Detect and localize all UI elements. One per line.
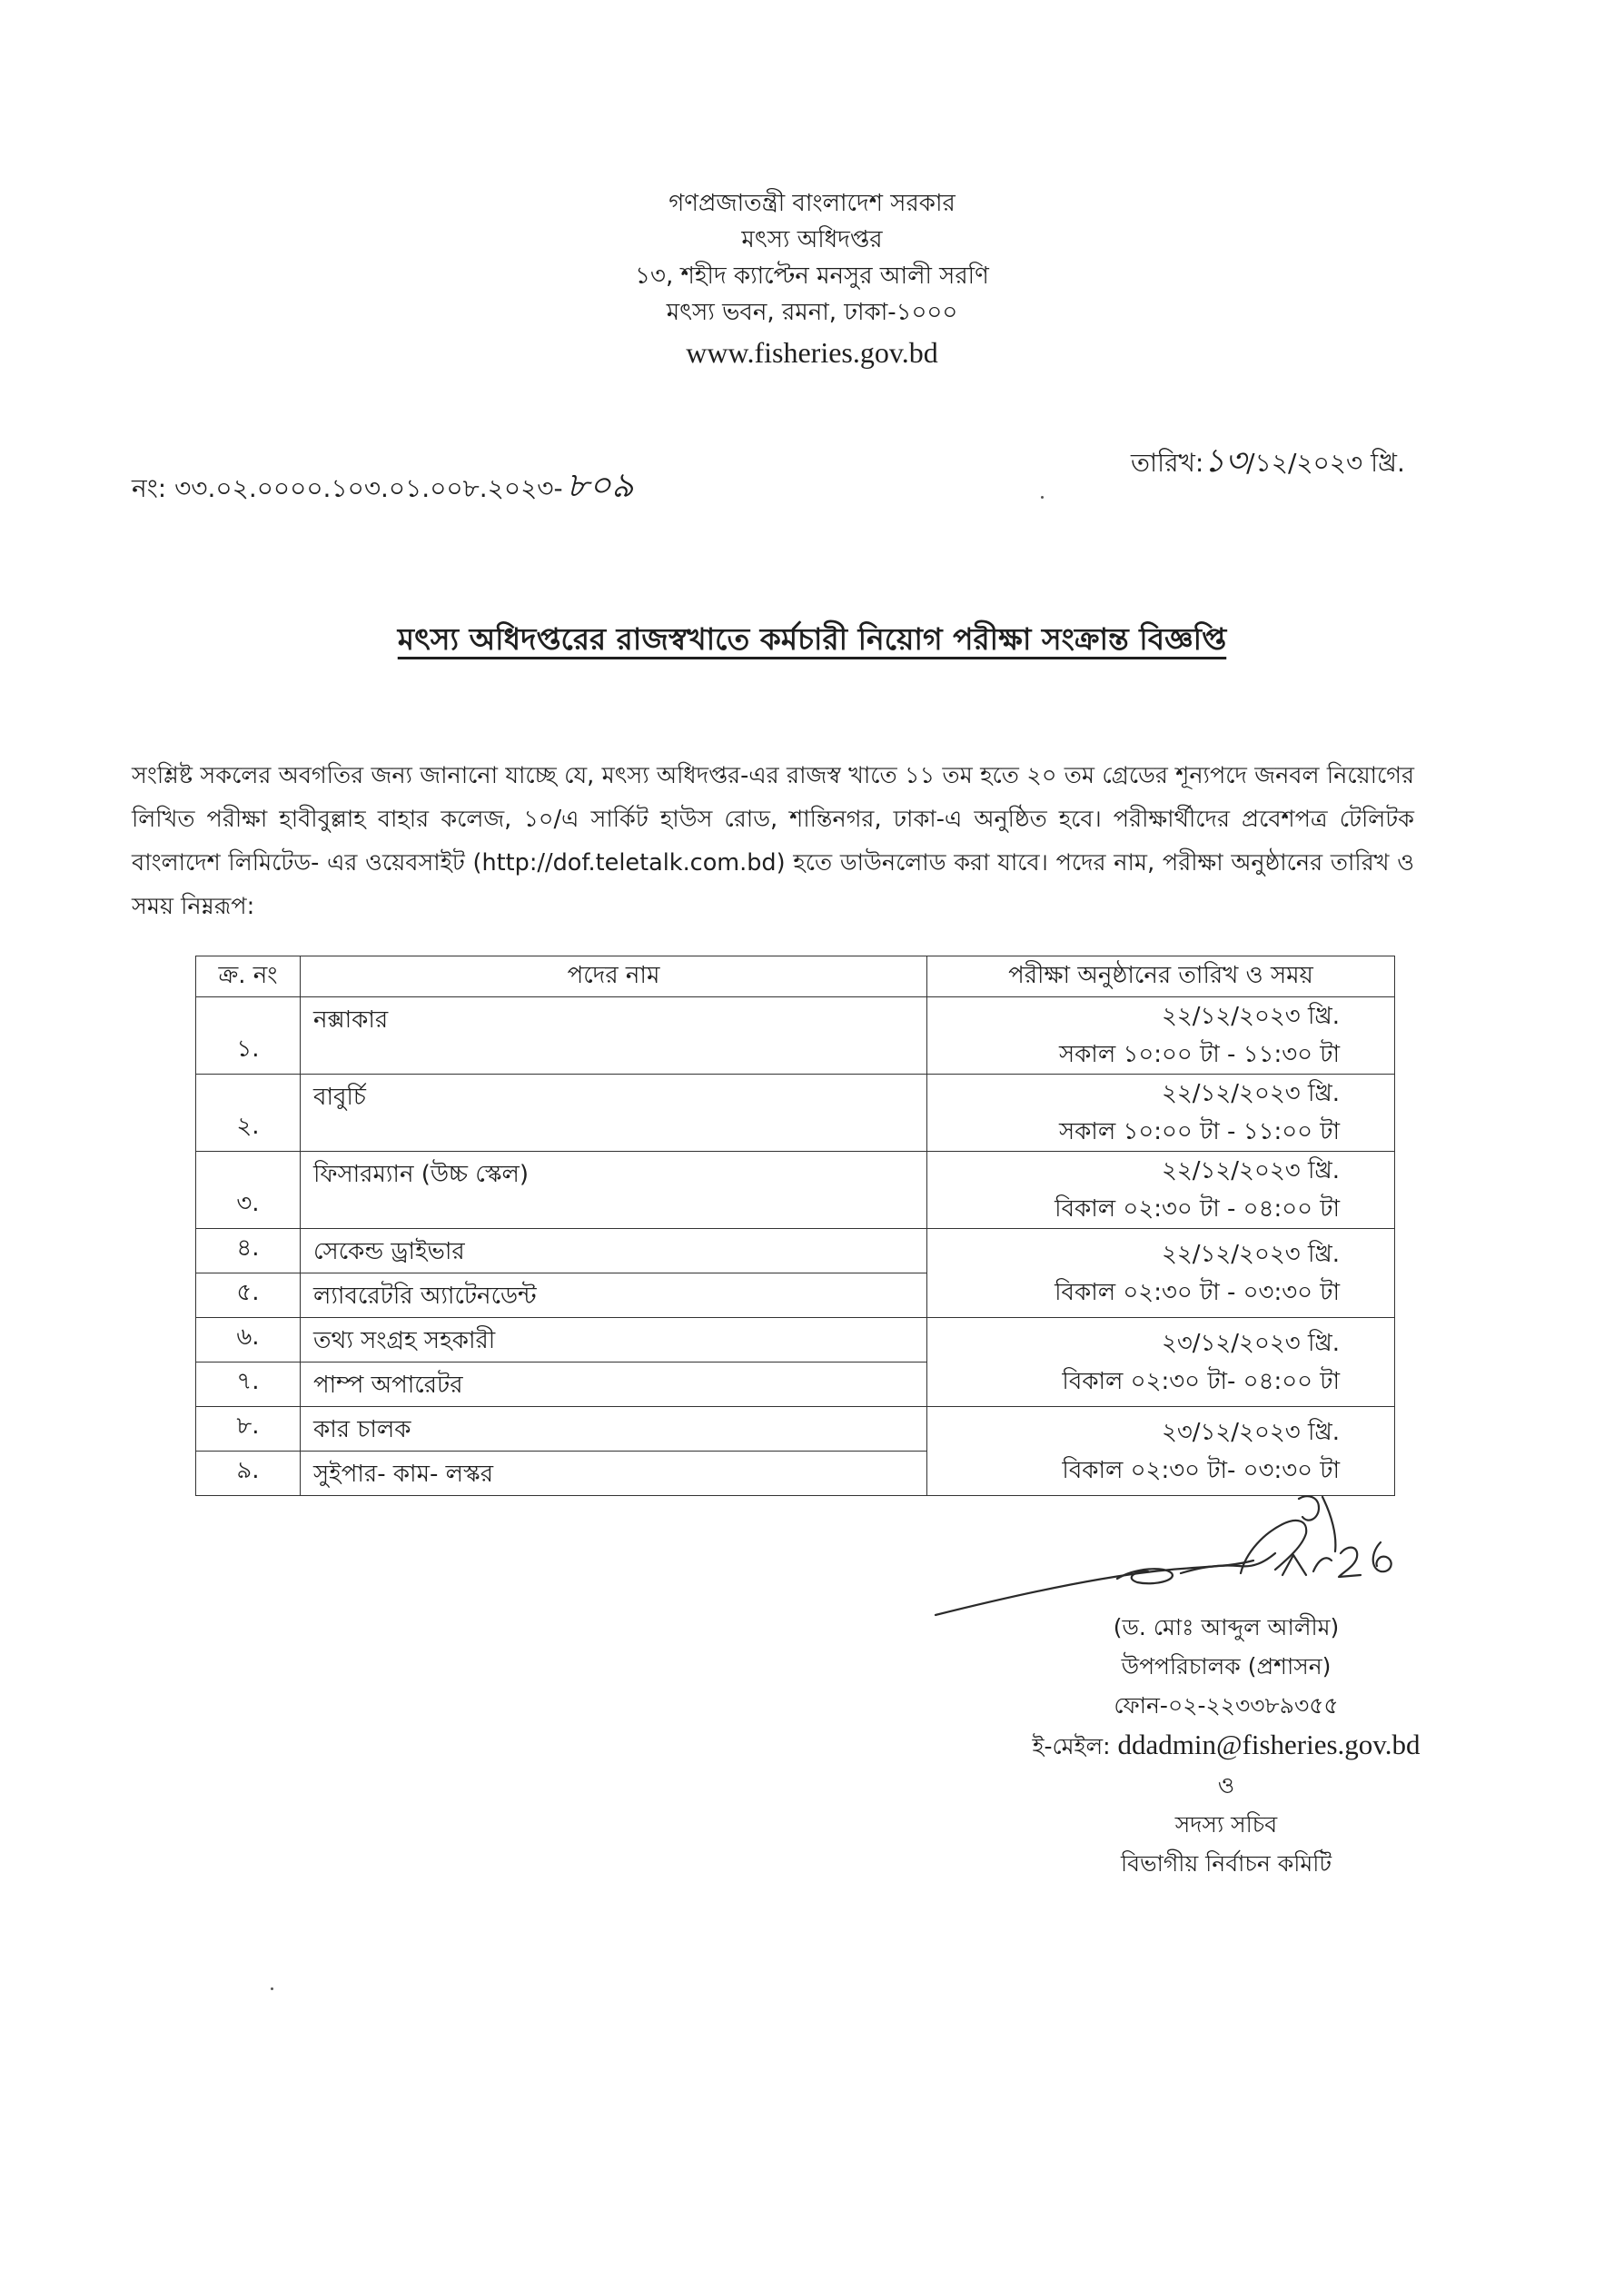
row-schedule (927, 1229, 1395, 1318)
schedule-time: বিকাল ০২:৩০ টা- ০৩:৩০ টা (1062, 1456, 1340, 1484)
date-rest: /১২/২০২৩ খ্রি. (1246, 448, 1405, 478)
row-serial: ৯. (196, 1452, 301, 1496)
signatory-committee: বিভাগীয় নির্বাচন কমিটি (1120, 1850, 1332, 1877)
address-line: ১৩, শহীদ ক্যাপ্টেন মনসুর আলী সরণি (635, 263, 989, 290)
signatory-email (1017, 1725, 1435, 1766)
email-link[interactable]: ddadmin@fisheries.gov.bd (1117, 1729, 1421, 1760)
row-serial: ৪. (196, 1229, 301, 1273)
header-post: পদের নাম (301, 956, 927, 997)
row-post: কার চালক (301, 1407, 927, 1452)
date-handwritten-day: ১৩ (1203, 442, 1247, 480)
table-row (196, 997, 1395, 1075)
govt-name: গণপ্রজাতন্ত্রী বাংলাদেশ সরকার (668, 190, 956, 217)
scan-speck (1041, 496, 1044, 499)
row-schedule (927, 1152, 1395, 1229)
schedule-date: ২৩/১২/২০২৩ খ্রি. (1161, 1418, 1340, 1446)
schedule-time: সকাল ১০:০০ টা - ১১:০০ টা (1058, 1118, 1340, 1145)
row-schedule (927, 1075, 1395, 1152)
table-row (196, 1318, 1395, 1362)
address-city: মৎস্য ভবন, রমনা, ঢাকা-১০০০ (666, 299, 958, 326)
row-schedule (927, 997, 1395, 1075)
row-post: সেকেন্ড ড্রাইভার (301, 1229, 927, 1273)
notice-title (0, 616, 1624, 667)
row-post: পাম্প অপারেটর (301, 1362, 927, 1407)
signature-mark (926, 1488, 1417, 1624)
table-row (196, 1229, 1395, 1273)
signatory-block (1017, 1608, 1435, 1883)
signatory-role: সদস্য সচিব (1174, 1811, 1278, 1838)
signatory-conjunction: ও (1217, 1772, 1235, 1798)
scan-speck (271, 1987, 273, 1990)
row-serial: ৬. (196, 1318, 301, 1362)
memo-number (132, 459, 634, 517)
signatory-name: (ড. মোঃ আব্দুল আলীম) (1113, 1614, 1340, 1640)
schedule-time: বিকাল ০২:৩০ টা - ০৪:০০ টা (1055, 1195, 1340, 1223)
department-name: মৎস্য অধিদপ্তর (741, 226, 883, 253)
schedule-date: ২২/১২/২০২৩ খ্রি. (1161, 1157, 1340, 1184)
row-post: ল্যাবরেটরি অ্যাটেনডেন্ট (301, 1273, 927, 1318)
row-post: বাবুর্চি (301, 1075, 927, 1152)
table-row (196, 1152, 1395, 1229)
notice-body: সংশ্লিষ্ট সকলের অবগতির জন্য জানানো যাচ্ছে যে, মৎস্য অধিদপ্তর-এর রাজস্ব খাতে ১১ তম হতে ২০ তম গ্রেডের শূন্যপদে জনবল নিয়োগের লিখিত পরীক্ষা হাবীবুল্লাহ বাহার কলেজ, ১০/এ সার্কিট হাউস রোড, শান্তিনগর, ঢাকা-এ অনুষ্ঠিত হবে। পরীক্ষার্থীদের প্রবেশপত্র টেলিটক বাংলাদেশ লিমিটেড- এর ওয়েবসাইট (http://dof.teletalk.com.bd) হতে ডাউনলোড করা যাবে। পদের নাম, পরীক্ষা অনুষ্ঠানের তারিখ ও সময় নিম্নরূপ: (132, 762, 1414, 920)
row-post: সুইপার- কাম- লস্কর (301, 1452, 927, 1496)
table-row (196, 1075, 1395, 1152)
notice-title-text: মৎস্য অধিদপ্তরের রাজস্বখাতে কর্মচারী নিয়োগ পরীক্ষা সংক্রান্ত বিজ্ঞপ্তি (397, 621, 1227, 657)
header-serial: ক্র. নং (196, 956, 301, 997)
row-schedule (927, 1407, 1395, 1496)
exam-schedule-table (195, 956, 1395, 1496)
website-link[interactable]: www.fisheries.gov.bd (686, 336, 938, 369)
row-post: তথ্য সংগ্রহ সহকারী (301, 1318, 927, 1362)
letterhead (0, 185, 1624, 374)
row-serial: ৩. (196, 1152, 301, 1229)
row-serial: ৭. (196, 1362, 301, 1407)
memo-handwritten-number: ৮০৯ (566, 465, 634, 505)
schedule-time: বিকাল ০২:৩০ টা - ০৩:৩০ টা (1055, 1278, 1340, 1306)
row-serial: ৫. (196, 1273, 301, 1318)
schedule-time: সকাল ১০:০০ টা - ১১:৩০ টা (1058, 1041, 1340, 1068)
schedule-time: বিকাল ০২:৩০ টা- ০৪:০০ টা (1062, 1367, 1340, 1395)
row-serial: ৮. (196, 1407, 301, 1452)
schedule-date: ২২/১২/২০২৩ খ্রি. (1161, 1003, 1340, 1030)
date-label: তারিখ: (1131, 448, 1204, 478)
schedule-date: ২২/১২/২০২৩ খ্রি. (1161, 1080, 1340, 1107)
table-row (196, 1407, 1395, 1452)
email-label: ই-মেইল: (1032, 1733, 1111, 1759)
signatory-phone: ফোন-০২-২২৩৩৮৯৩৫৫ (1114, 1692, 1339, 1719)
row-serial: ২. (196, 1075, 301, 1152)
schedule-date: ২৩/১২/২০২৩ খ্রি. (1161, 1329, 1340, 1357)
row-post: নক্সাকার (301, 997, 927, 1075)
row-schedule (927, 1318, 1395, 1407)
issue-date (1131, 436, 1405, 490)
row-post: ফিসারম্যান (উচ্চ স্কেল) (301, 1152, 927, 1229)
memo-prefix: নং: ৩৩.০২.০০০০.১০৩.০১.০০৮.২০২৩- (132, 473, 563, 503)
header-schedule: পরীক্ষা অনুষ্ঠানের তারিখ ও সময় (927, 956, 1395, 997)
signatory-designation: উপপরিচালক (প্রশাসন) (1121, 1653, 1332, 1680)
row-serial: ১. (196, 997, 301, 1075)
schedule-date: ২২/১২/২০২৩ খ্রি. (1161, 1240, 1340, 1268)
